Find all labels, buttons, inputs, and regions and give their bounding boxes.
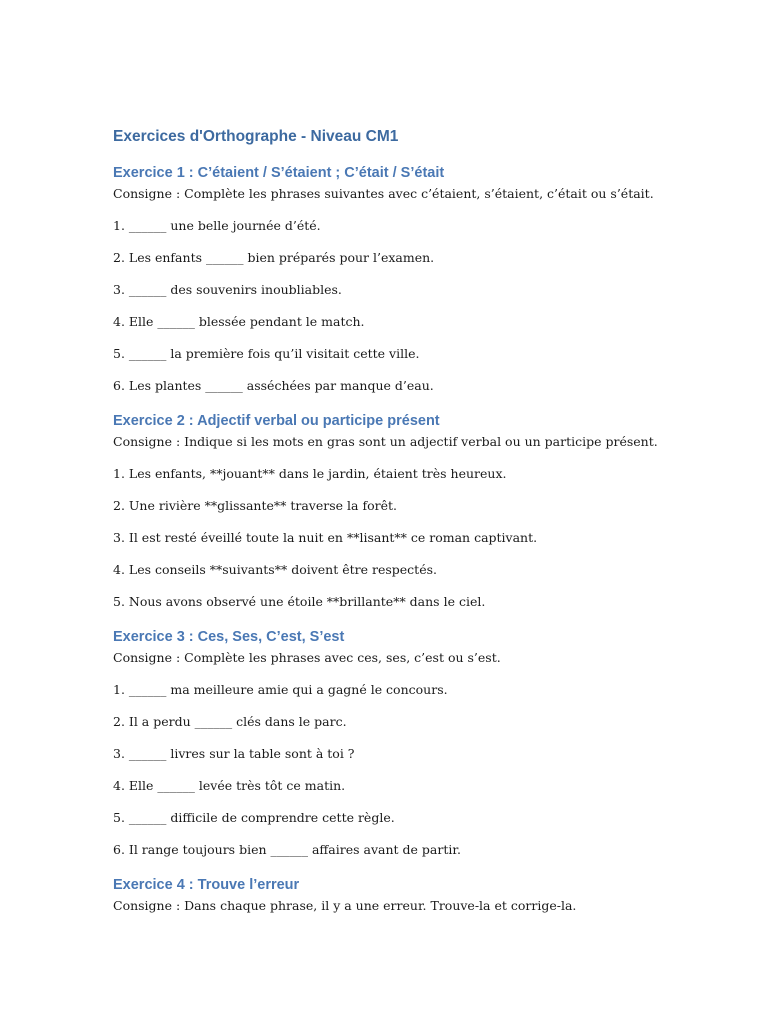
document-title: Exercices d'Orthographe - Niveau CM1: [113, 128, 399, 145]
exercise-2-section: [113, 410, 713, 612]
exercise-3-instruction: Consigne : Complète les phrases avec ces, ses, c’est ou s’est.: [113, 650, 501, 665]
exercise-2-item-5: 5. Nous avons observé une étoile **brillante** dans le ciel.: [113, 594, 486, 609]
exercise-1-item-5: 5. ______ la première fois qu’il visitait cette ville.: [113, 346, 420, 361]
exercise-1-section: [113, 162, 713, 396]
exercise-4-title: Exercice 4 : Trouve l’erreur: [113, 877, 300, 893]
exercise-4-instruction: Consigne : Dans chaque phrase, il y a une erreur. Trouve-la et corrige-la.: [113, 898, 577, 913]
exercise-3-item-6: 6. Il range toujours bien ______ affaires avant de partir.: [113, 842, 461, 857]
exercise-4-section: [113, 874, 713, 916]
exercise-2-item-4: 4. Les conseils **suivants** doivent être respectés.: [113, 562, 437, 577]
exercise-2-instruction: Consigne : Indique si les mots en gras sont un adjectif verbal ou un participe présent.: [113, 434, 658, 449]
exercise-3-section: [113, 626, 713, 860]
exercise-1-item-1: 1. ______ une belle journée d’été.: [113, 218, 321, 233]
exercise-1-instruction: Consigne : Complète les phrases suivantes avec c’étaient, s’étaient, c’était ou s’était.: [113, 186, 654, 201]
exercise-1-title: Exercice 1 : C’étaient / S’étaient ; C’était / S’était: [113, 165, 445, 181]
document-page: [113, 126, 713, 916]
exercise-2-item-1: 1. Les enfants, **jouant** dans le jardin, étaient très heureux.: [113, 466, 507, 481]
exercise-1-item-2: 2. Les enfants ______ bien préparés pour l’examen.: [113, 250, 435, 265]
exercise-1-item-3: 3. ______ des souvenirs inoubliables.: [113, 282, 342, 297]
exercise-2-item-3: 3. Il est resté éveillé toute la nuit en **lisant** ce roman captivant.: [113, 530, 538, 545]
exercise-3-item-5: 5. ______ difficile de comprendre cette règle.: [113, 810, 395, 825]
exercise-1-item-6: 6. Les plantes ______ asséchées par manque d’eau.: [113, 378, 434, 393]
exercise-3-item-2: 2. Il a perdu ______ clés dans le parc.: [113, 714, 347, 729]
exercise-2-item-2: 2. Une rivière **glissante** traverse la forêt.: [113, 498, 397, 513]
exercise-3-item-4: 4. Elle ______ levée très tôt ce matin.: [113, 778, 346, 793]
exercise-2-title: Exercice 2 : Adjectif verbal ou participe présent: [113, 413, 440, 429]
exercise-3-title: Exercice 3 : Ces, Ses, C’est, S’est: [113, 629, 345, 645]
exercise-1-item-4: 4. Elle ______ blessée pendant le match.: [113, 314, 365, 329]
exercise-3-item-1: 1. ______ ma meilleure amie qui a gagné le concours.: [113, 682, 448, 697]
exercise-3-item-3: 3. ______ livres sur la table sont à toi ?: [113, 746, 355, 761]
